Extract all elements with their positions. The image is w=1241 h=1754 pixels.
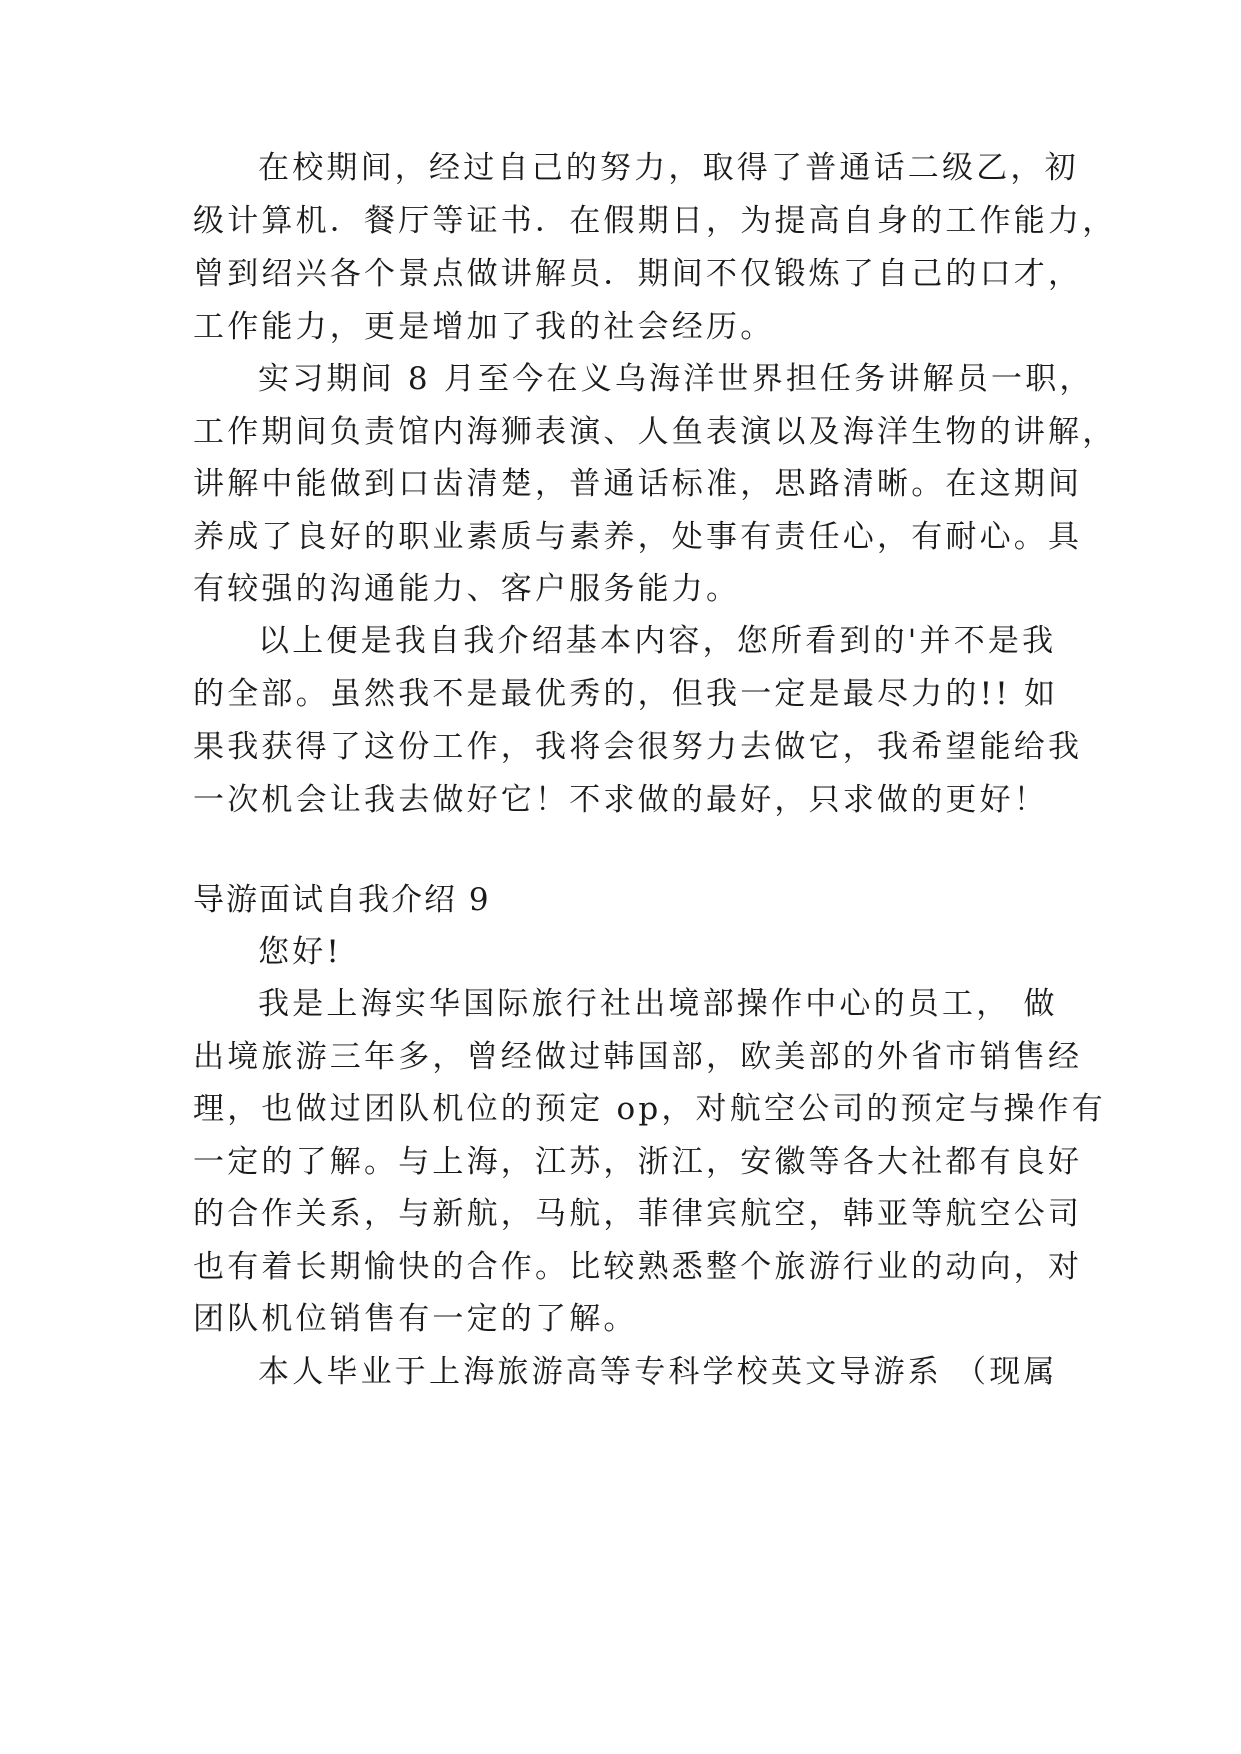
paragraph-line: 曾到绍兴各个景点做讲解员．期间不仅锻炼了自己的口才， bbox=[193, 256, 1083, 292]
paragraph-line: 一定的了解。与上海，江苏，浙江，安徽等各大社都有良好 bbox=[193, 1144, 1083, 1180]
paragraph-line: 工作期间负责馆内海狮表演、人鱼表演以及海洋生物的讲解， bbox=[193, 414, 1117, 450]
greeting-line: 您好! bbox=[258, 934, 343, 970]
paragraph-line: 的合作关系，与新航，马航，菲律宾航空，韩亚等航空公司 bbox=[193, 1196, 1083, 1232]
paragraph-line: 团队机位销售有一定的了解。 bbox=[193, 1301, 638, 1337]
paragraph-line: 实习期间 8 月至今在义乌海洋世界担任务讲解员一职， bbox=[258, 361, 1094, 397]
paragraph-line: 级计算机．餐厅等证书．在假期日，为提高自身的工作能力， bbox=[193, 203, 1117, 239]
paragraph-line: 工作能力，更是增加了我的社会经历。 bbox=[193, 309, 775, 345]
paragraph-line: 以上便是我自我介绍基本内容，您所看到的'并不是我 bbox=[258, 623, 1057, 659]
paragraph-line: 我是上海实华国际旅行社出境部操作中心的员工， 做 bbox=[258, 986, 1058, 1022]
paragraph-line: 的全部。虽然我不是最优秀的，但我一定是最尽力的!! 如 bbox=[193, 676, 1059, 712]
paragraph-line: 讲解中能做到口齿清楚，普通话标准，思路清晰。在这期间 bbox=[193, 466, 1083, 502]
paragraph-line: 本人毕业于上海旅游高等专科学校英文导游系 （现属 bbox=[258, 1354, 1058, 1390]
section-heading: 导游面试自我介绍 9 bbox=[193, 882, 491, 918]
paragraph-line: 在校期间，经过自己的努力，取得了普通话二级乙，初 bbox=[258, 150, 1079, 186]
paragraph-line: 养成了良好的职业素质与素养，处事有责任心，有耐心。具 bbox=[193, 519, 1083, 555]
paragraph-line: 果我获得了这份工作，我将会很努力去做它，我希望能给我 bbox=[193, 729, 1083, 765]
paragraph-line: 一次机会让我去做好它！不求做的最好，只求做的更好！ bbox=[193, 782, 1048, 818]
paragraph-line: 理，也做过团队机位的预定 op，对航空公司的预定与操作有 bbox=[193, 1091, 1106, 1127]
paragraph-line: 有较强的沟通能力、客户服务能力。 bbox=[193, 571, 741, 607]
paragraph-line: 也有着长期愉快的合作。比较熟悉整个旅游行业的动向，对 bbox=[193, 1249, 1083, 1285]
paragraph-line: 出境旅游三年多，曾经做过韩国部，欧美部的外省市销售经 bbox=[193, 1039, 1083, 1075]
